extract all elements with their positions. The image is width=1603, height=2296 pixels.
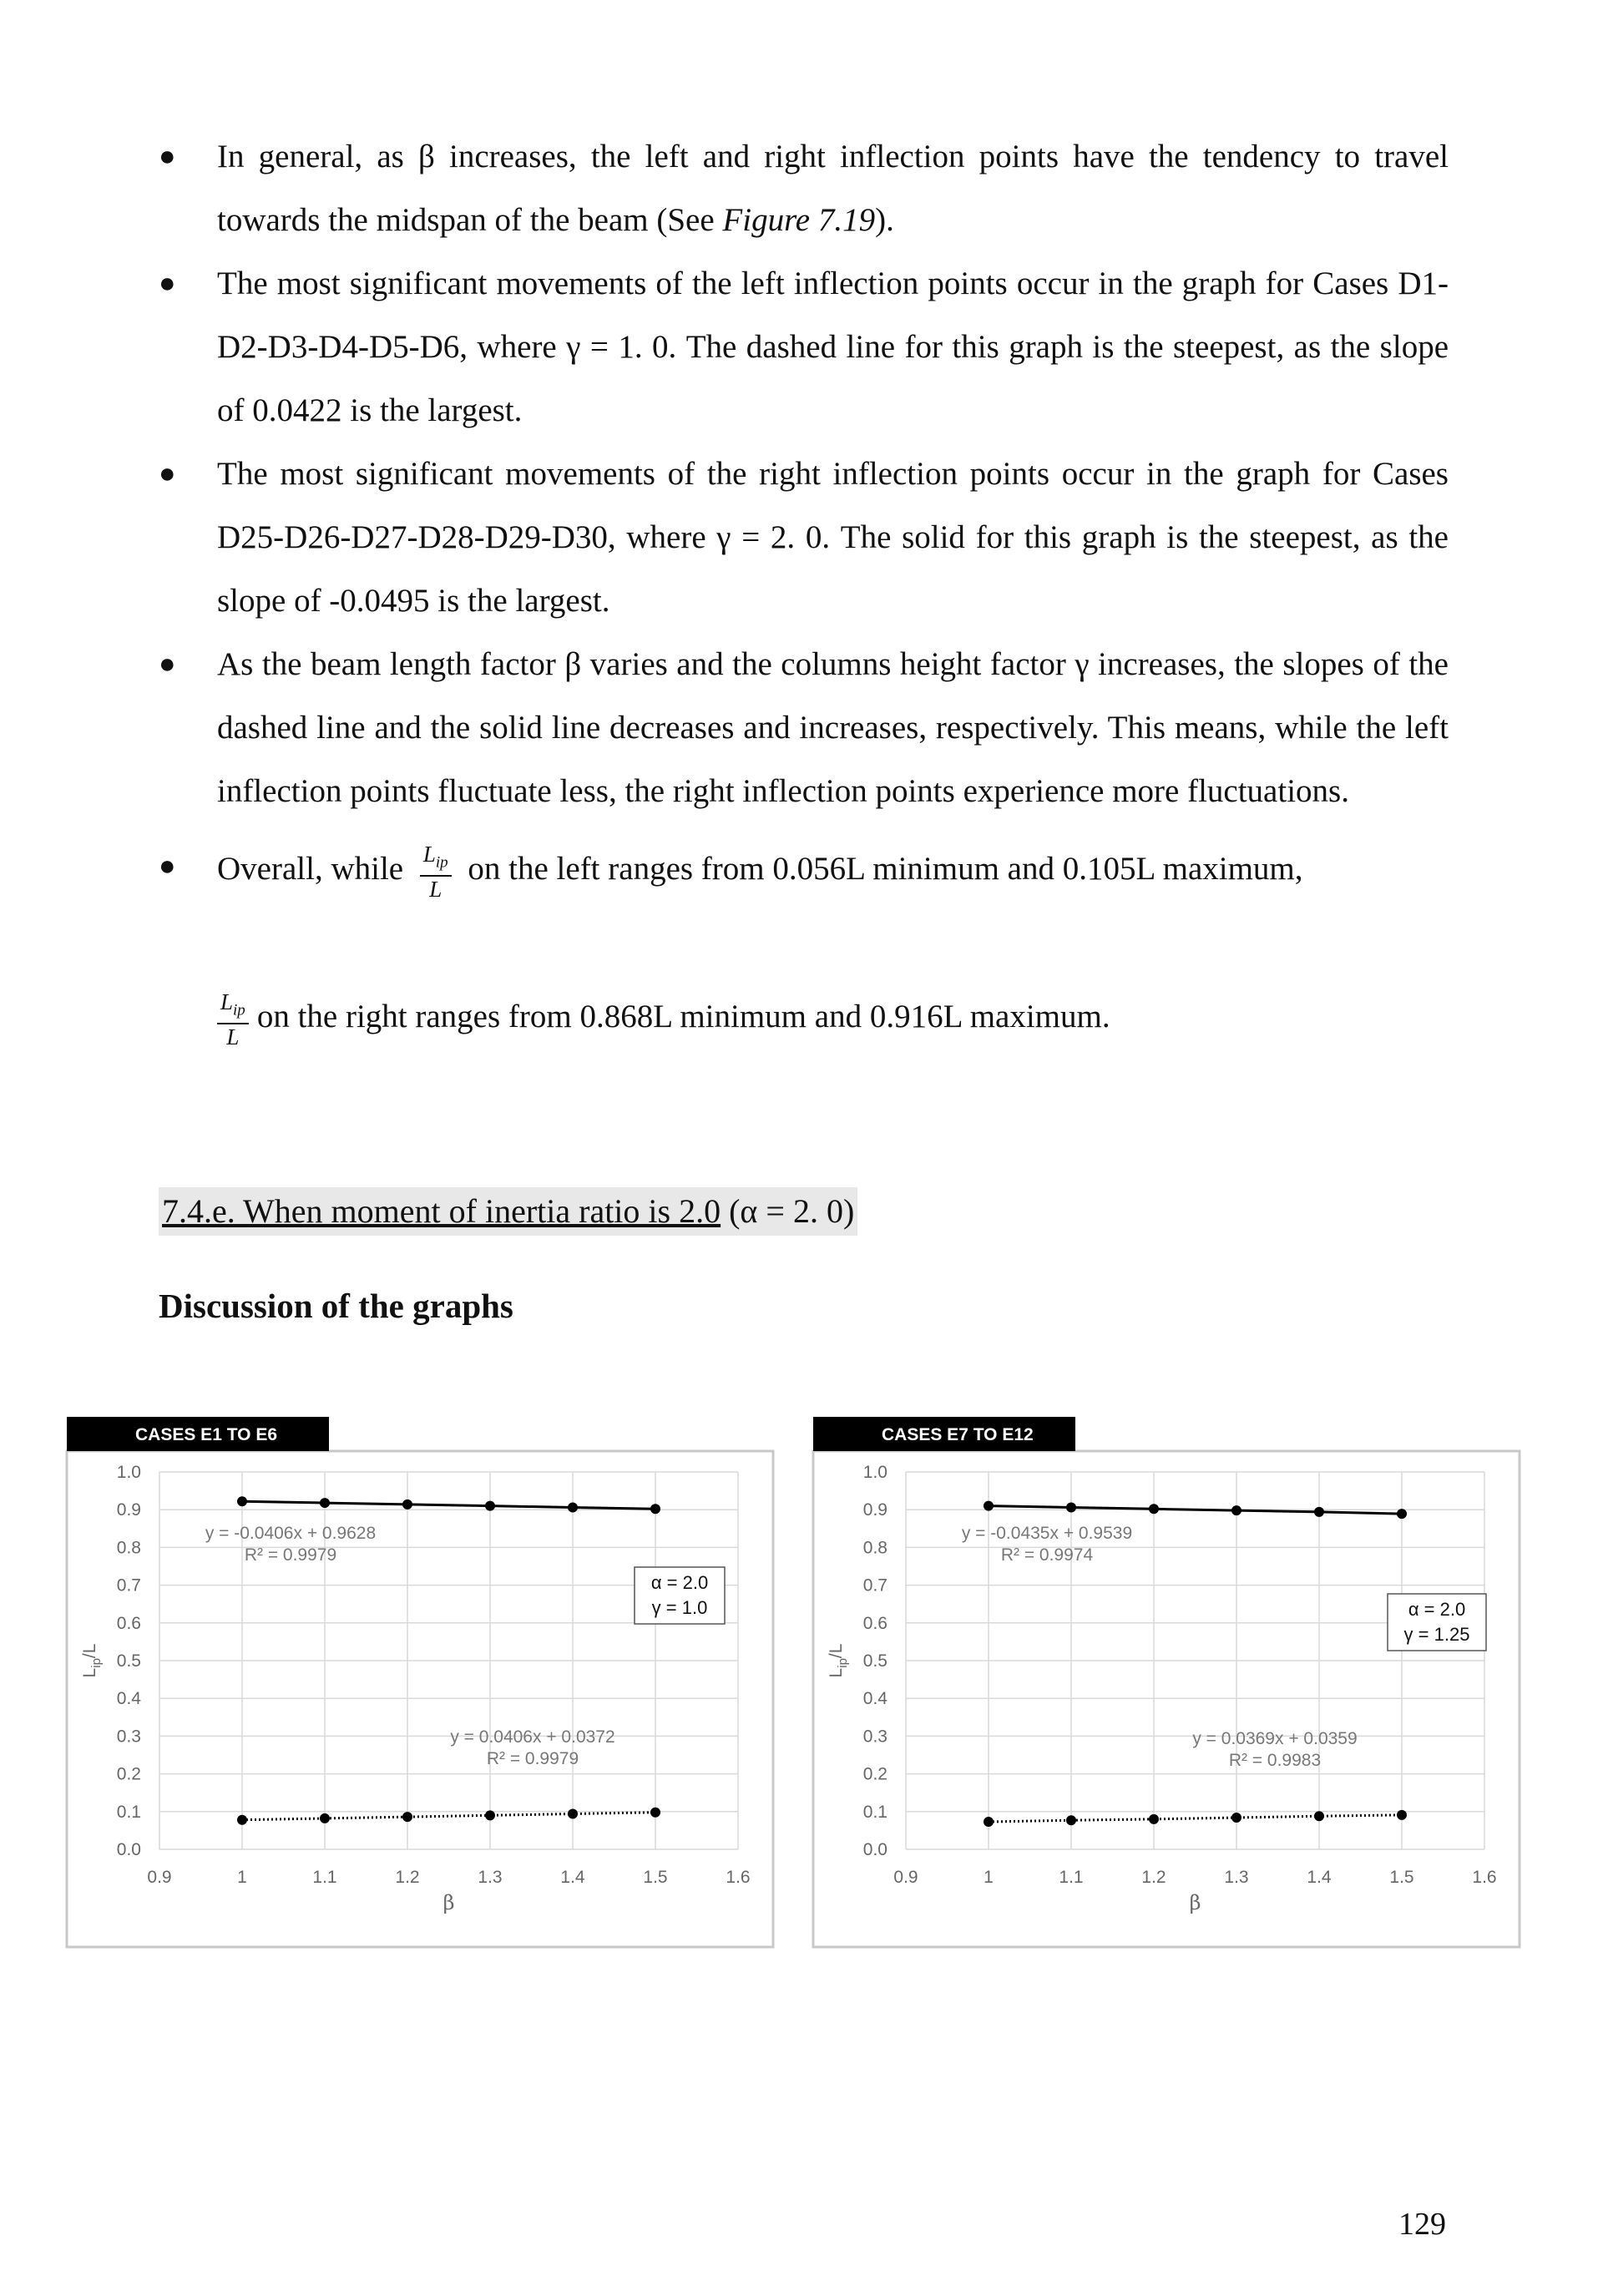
data-point: [1231, 1813, 1241, 1823]
bullet-item: [159, 842, 1449, 902]
discussion-heading: Discussion of the graphs: [159, 1287, 513, 1325]
data-point: [1066, 1502, 1076, 1512]
x-tick-label: 1.1: [1059, 1868, 1084, 1887]
bullet-text: In general, as β increases, the left and right inflection points have the tendency to travel towards the midspan of the beam (See: [217, 139, 1449, 238]
y-tick-label: 1.0: [116, 1463, 141, 1482]
data-point: [402, 1812, 412, 1822]
bullet-text: The most significant movements of the right inflection points occur in the graph for Cases D25-D26-D27-D28-D29-D30, where γ = 2. 0. The solid for this graph is the steepest, as the slope of -0.0495 is the largest.: [217, 456, 1449, 619]
y-tick-label: 0.1: [862, 1802, 887, 1822]
trendline-r-squared: R² = 0.9974: [1000, 1545, 1094, 1565]
bullet-text: Overall, while: [217, 851, 404, 888]
chart-svg: [65, 1415, 775, 1950]
bullet-dot-icon: ●: [159, 458, 176, 489]
data-point: [1314, 1811, 1324, 1821]
data-point: [1397, 1810, 1407, 1820]
bullet-text: The most significant movements of the left inflection points occur in the graph for Cases D1-D2-D3-D4-D5-D6, where γ = 1. 0. The dashed line for this graph is the steepest, as the slope of 0.0422 is the largest.: [217, 266, 1449, 428]
data-point: [1314, 1507, 1324, 1517]
bullet-text-tail: ).: [875, 202, 894, 238]
trendline-r-squared: R² = 0.9979: [486, 1749, 579, 1768]
x-tick-label: 1.3: [1224, 1868, 1249, 1887]
x-tick-label: 1: [237, 1868, 247, 1887]
data-point: [485, 1501, 495, 1511]
bullet-item: [159, 252, 1449, 443]
trendline-equation: y = 0.0369x + 0.0359: [1192, 1729, 1358, 1748]
x-tick-label: 0.9: [893, 1868, 918, 1887]
y-tick-label: 0.5: [862, 1651, 887, 1671]
bullet-dot-icon: ●: [159, 649, 176, 680]
bullet-dot-icon: ●: [159, 268, 176, 299]
section-title: 7.4.e. When moment of inertia ratio is 2.0: [162, 1192, 721, 1230]
trendline-equation: y = 0.0406x + 0.0372: [450, 1727, 615, 1747]
bullet-item: [159, 633, 1449, 823]
continuation-text: on the right ranges from 0.868L minimum and 0.916L maximum.: [256, 999, 1110, 1035]
y-tick-label: 0.1: [116, 1802, 141, 1822]
x-tick-label: 1.1: [312, 1868, 337, 1887]
data-point: [320, 1813, 330, 1823]
trendline-r-squared: R² = 0.9983: [1228, 1751, 1322, 1770]
y-tick-label: 0.0: [862, 1840, 887, 1859]
y-tick-label: 0.7: [862, 1575, 887, 1596]
y-tick-label: 0.8: [116, 1538, 141, 1558]
fraction-lip-over-l: $\frac{L_{ip}}{L}$: [420, 842, 452, 902]
chart-header: CASES E1 TO E6: [135, 1425, 278, 1444]
y-tick-label: 0.0: [116, 1840, 141, 1859]
parameter-alpha: α = 2.0: [650, 1572, 709, 1593]
bullet-dot-icon: ●: [159, 141, 176, 172]
bullet-dot-icon: ●: [159, 851, 176, 882]
y-tick-label: 0.2: [862, 1764, 887, 1784]
data-point: [1149, 1814, 1159, 1824]
data-point: [1066, 1815, 1076, 1825]
page-number: 129: [1398, 2207, 1446, 2242]
x-tick-label: 1: [984, 1868, 994, 1887]
bullet-text: As the beam length factor β varies and the columns height factor γ increases, the slopes of the dashed line and the solid line decreases and increases, respectively. This means, while the left inflection points fluctuate less, the right inflection points experience more fluctuations.: [217, 646, 1449, 809]
y-tick-label: 0.7: [116, 1575, 141, 1596]
data-point: [984, 1817, 994, 1827]
chart-cases-e1-e6: [65, 1415, 775, 1950]
parameter-gamma: γ = 1.25: [1403, 1624, 1470, 1645]
data-point: [568, 1502, 578, 1512]
bullet-item: [159, 443, 1449, 633]
data-point: [320, 1498, 330, 1508]
y-tick-label: 0.4: [862, 1689, 887, 1709]
section-heading: [159, 1187, 857, 1236]
bullet-item: [159, 125, 1449, 252]
parameter-alpha: α = 2.0: [1408, 1599, 1466, 1620]
data-point: [650, 1808, 660, 1818]
data-point: [485, 1810, 495, 1820]
x-tick-label: 1.3: [478, 1868, 503, 1887]
data-point: [984, 1501, 994, 1511]
y-tick-label: 0.8: [862, 1538, 887, 1558]
chart-cases-e7-e12: [812, 1415, 1521, 1950]
bullet-list: [159, 125, 1449, 902]
parameter-gamma: γ = 1.0: [651, 1597, 708, 1618]
data-point: [237, 1815, 247, 1825]
data-point: [568, 1809, 578, 1819]
bullet-text: on the left ranges from 0.056L minimum and 0.105L maximum,: [468, 851, 1303, 888]
y-tick-label: 0.6: [862, 1613, 887, 1633]
figure-reference: Figure 7.19: [722, 202, 876, 238]
data-point: [1149, 1504, 1159, 1514]
trendline-r-squared: R² = 0.9979: [244, 1545, 337, 1565]
y-tick-label: 1.0: [862, 1463, 887, 1482]
y-tick-label: 0.9: [116, 1500, 141, 1520]
x-tick-label: 1.4: [1307, 1868, 1332, 1887]
x-tick-label: 1.4: [560, 1868, 585, 1887]
y-axis-label: $L_{ip}/L$: [80, 1643, 104, 1678]
chart-svg: [812, 1415, 1521, 1950]
data-point: [237, 1496, 247, 1506]
y-tick-label: 0.2: [116, 1764, 141, 1784]
x-axis-label: β: [442, 1891, 455, 1914]
data-point: [1397, 1509, 1407, 1519]
y-tick-label: 0.4: [116, 1689, 141, 1709]
trendline-equation: y = -0.0435x + 0.9539: [961, 1524, 1133, 1543]
y-tick-label: 0.3: [862, 1727, 887, 1747]
x-tick-label: 1.2: [395, 1868, 420, 1887]
fraction-lip-over-l: $\frac{L_{ip}}{L}$: [217, 989, 249, 1049]
x-tick-label: 1.5: [1389, 1868, 1414, 1887]
y-axis-label: $L_{ip}/L$: [827, 1643, 850, 1678]
x-axis-label: β: [1189, 1891, 1201, 1914]
trendline-equation: y = -0.0406x + 0.9628: [205, 1524, 377, 1543]
x-tick-label: 0.9: [147, 1868, 172, 1887]
x-tick-label: 1.2: [1141, 1868, 1166, 1887]
y-tick-label: 0.6: [116, 1613, 141, 1633]
data-point: [650, 1504, 660, 1514]
x-tick-label: 1.5: [643, 1868, 668, 1887]
y-tick-label: 0.5: [116, 1651, 141, 1671]
section-math: (α = 2. 0): [721, 1192, 855, 1230]
x-tick-label: 1.6: [726, 1868, 751, 1887]
x-tick-label: 1.6: [1472, 1868, 1497, 1887]
bullet-continuation: [217, 989, 1110, 1049]
y-tick-label: 0.3: [116, 1727, 141, 1747]
data-point: [402, 1499, 412, 1510]
y-tick-label: 0.9: [862, 1500, 887, 1520]
chart-header: CASES E7 TO E12: [882, 1425, 1034, 1444]
data-point: [1231, 1505, 1241, 1515]
